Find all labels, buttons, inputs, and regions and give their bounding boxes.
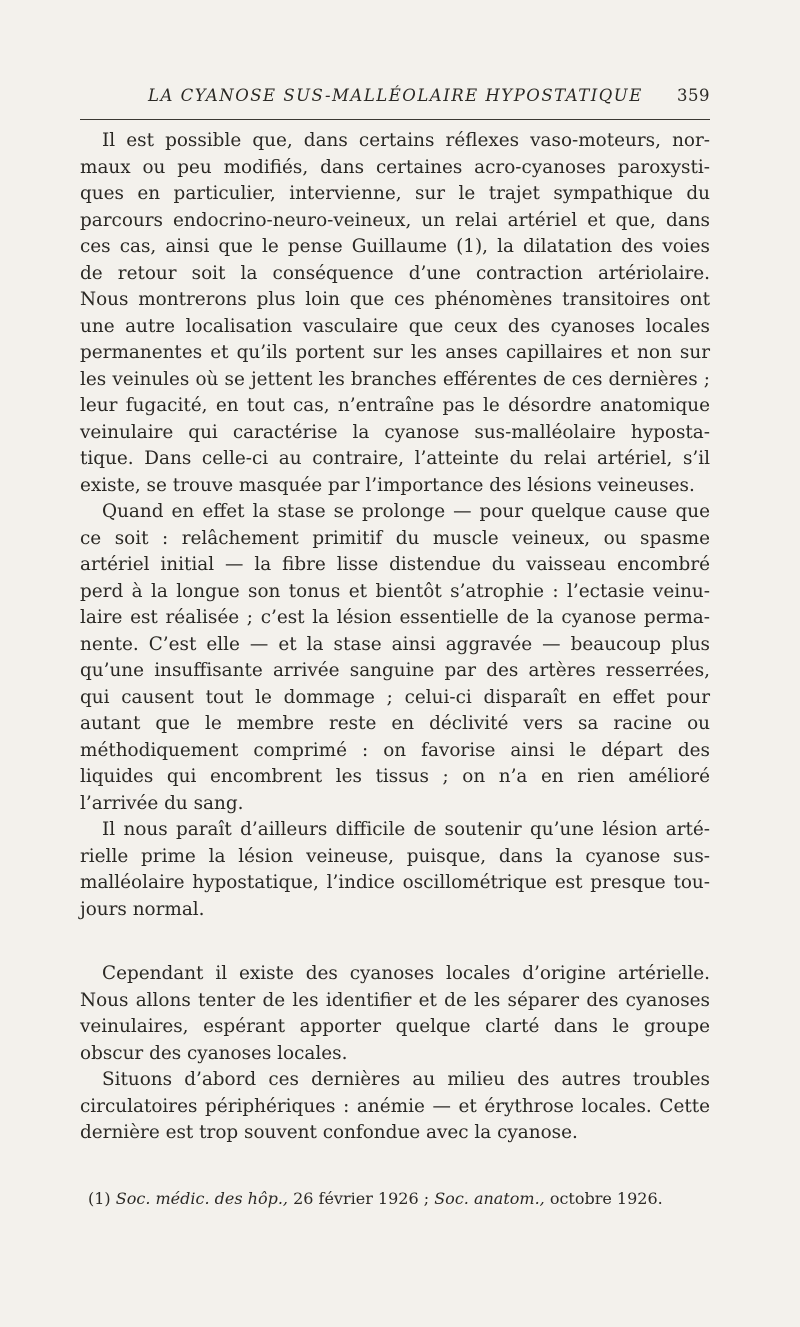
text-line: veinulaires, espérant apporter quelque clarté dans le groupe (80, 1016, 710, 1037)
running-head (80, 86, 710, 114)
text-line: Situons d’abord ces dernières au milieu des autres troubles (102, 1069, 710, 1090)
text-line: veinulaire qui caractérise la cyanose sus-malléolaire hyposta- (80, 421, 710, 443)
text-line: l’arrivée du sang. (80, 792, 244, 814)
footnote (88, 1187, 708, 1211)
text-line: une autre localisation vasculaire que ceux des cyanoses locales (80, 315, 710, 337)
text-line: qui causent tout le dommage ; celui-ci disparaît en effet pour (80, 686, 710, 708)
page-number: 359 (677, 86, 710, 105)
text-line: permanentes et qu’ils portent sur les anses capillaires et non sur (80, 342, 710, 363)
text-line: dernière est trop souvent confondue avec la cyanose. (80, 1122, 578, 1143)
text-line: qu’une insuffisante arrivée sanguine par des artères resserrées, (80, 660, 710, 681)
second-text-block (80, 961, 710, 1147)
text-line: leur fugacité, en tout cas, n’entraîne pas le désordre anatomique (80, 395, 710, 416)
text-line: Il est possible que, dans certains réflexes vaso-moteurs, nor- (102, 130, 710, 151)
footnote-date: 26 février 1926 ; (293, 1189, 430, 1208)
text-line: parcours endocrino-neuro-veineux, un relai artériel et que, dans (80, 209, 710, 231)
text-line: ce soit : relâchement primitif du muscle veineux, ou spasme (80, 527, 710, 549)
text-line: Il nous paraît d’ailleurs difficile de soutenir qu’une lésion arté- (102, 819, 710, 840)
text-line: laire est réalisée ; c’est la lésion essentielle de la cyanose perma- (80, 607, 710, 628)
text-line: Nous montrerons plus loin que ces phénomènes transitoires ont (80, 289, 710, 310)
text-line: autant que le membre reste en déclivité vers sa racine ou (80, 713, 710, 734)
footnote-date: octobre 1926. (549, 1189, 663, 1208)
footnote-source: Soc. médic. des hôp., (115, 1189, 288, 1208)
text-line: malléolaire hypostatique, l’indice oscillométrique est presque tou- (80, 872, 710, 893)
text-line: tique. Dans celle-ci au contraire, l’atteinte du relai artériel, s’il (80, 448, 710, 469)
footnote-source: Soc. anatom., (434, 1189, 545, 1208)
running-head-title: LA CYANOSE SUS-MALLÉOLAIRE HYPOSTATIQUE (148, 86, 643, 105)
header-rule (80, 119, 710, 120)
text-line: artériel initial — la fibre lisse distendue du vaisseau encombré (80, 554, 710, 575)
text-line: circulatoires périphériques : anémie — et érythrose locales. Cette (80, 1095, 710, 1117)
text-line: de retour soit la conséquence d’une contraction artériolaire. (80, 262, 710, 284)
text-line: rielle prime la lésion veineuse, puisque, dans la cyanose sus- (80, 845, 710, 867)
text-line: Cependant il existe des cyanoses locales d’origine artérielle. (102, 963, 710, 984)
text-line: ques en particulier, intervienne, sur le trajet sympathique du (80, 183, 710, 204)
text-line: nente. C’est elle — et la stase ainsi aggravée — beaucoup plus (80, 633, 710, 655)
text-line: perd à la longue son tonus et bientôt s’atrophie : l’ectasie veinu- (80, 580, 710, 602)
text-line: Nous allons tenter de les identifier et de les séparer des cyanoses (80, 989, 710, 1011)
footnote-marker: (1) (88, 1189, 111, 1208)
text-line: Quand en effet la stase se prolonge — pour quelque cause que (102, 501, 710, 522)
text-line: maux ou peu modifiés, dans certaines acro-cyanoses paroxysti- (80, 156, 710, 178)
text-line: liquides qui encombrent les tissus ; on n’a en rien amélioré (80, 766, 710, 787)
main-text-block (80, 128, 710, 923)
text-line: existe, se trouve masquée par l’importance des lésions veineuses. (80, 474, 695, 496)
text-line: méthodiquement comprimé : on favorise ainsi le départ des (80, 739, 710, 761)
text-line: les veinules où se jettent les branches efférentes de ces dernières ; (80, 368, 710, 390)
text-line: ces cas, ainsi que le pense Guillaume (1), la dilatation des voies (80, 236, 710, 257)
text-line: jours normal. (80, 898, 205, 920)
text-line: obscur des cyanoses locales. (80, 1042, 348, 1064)
